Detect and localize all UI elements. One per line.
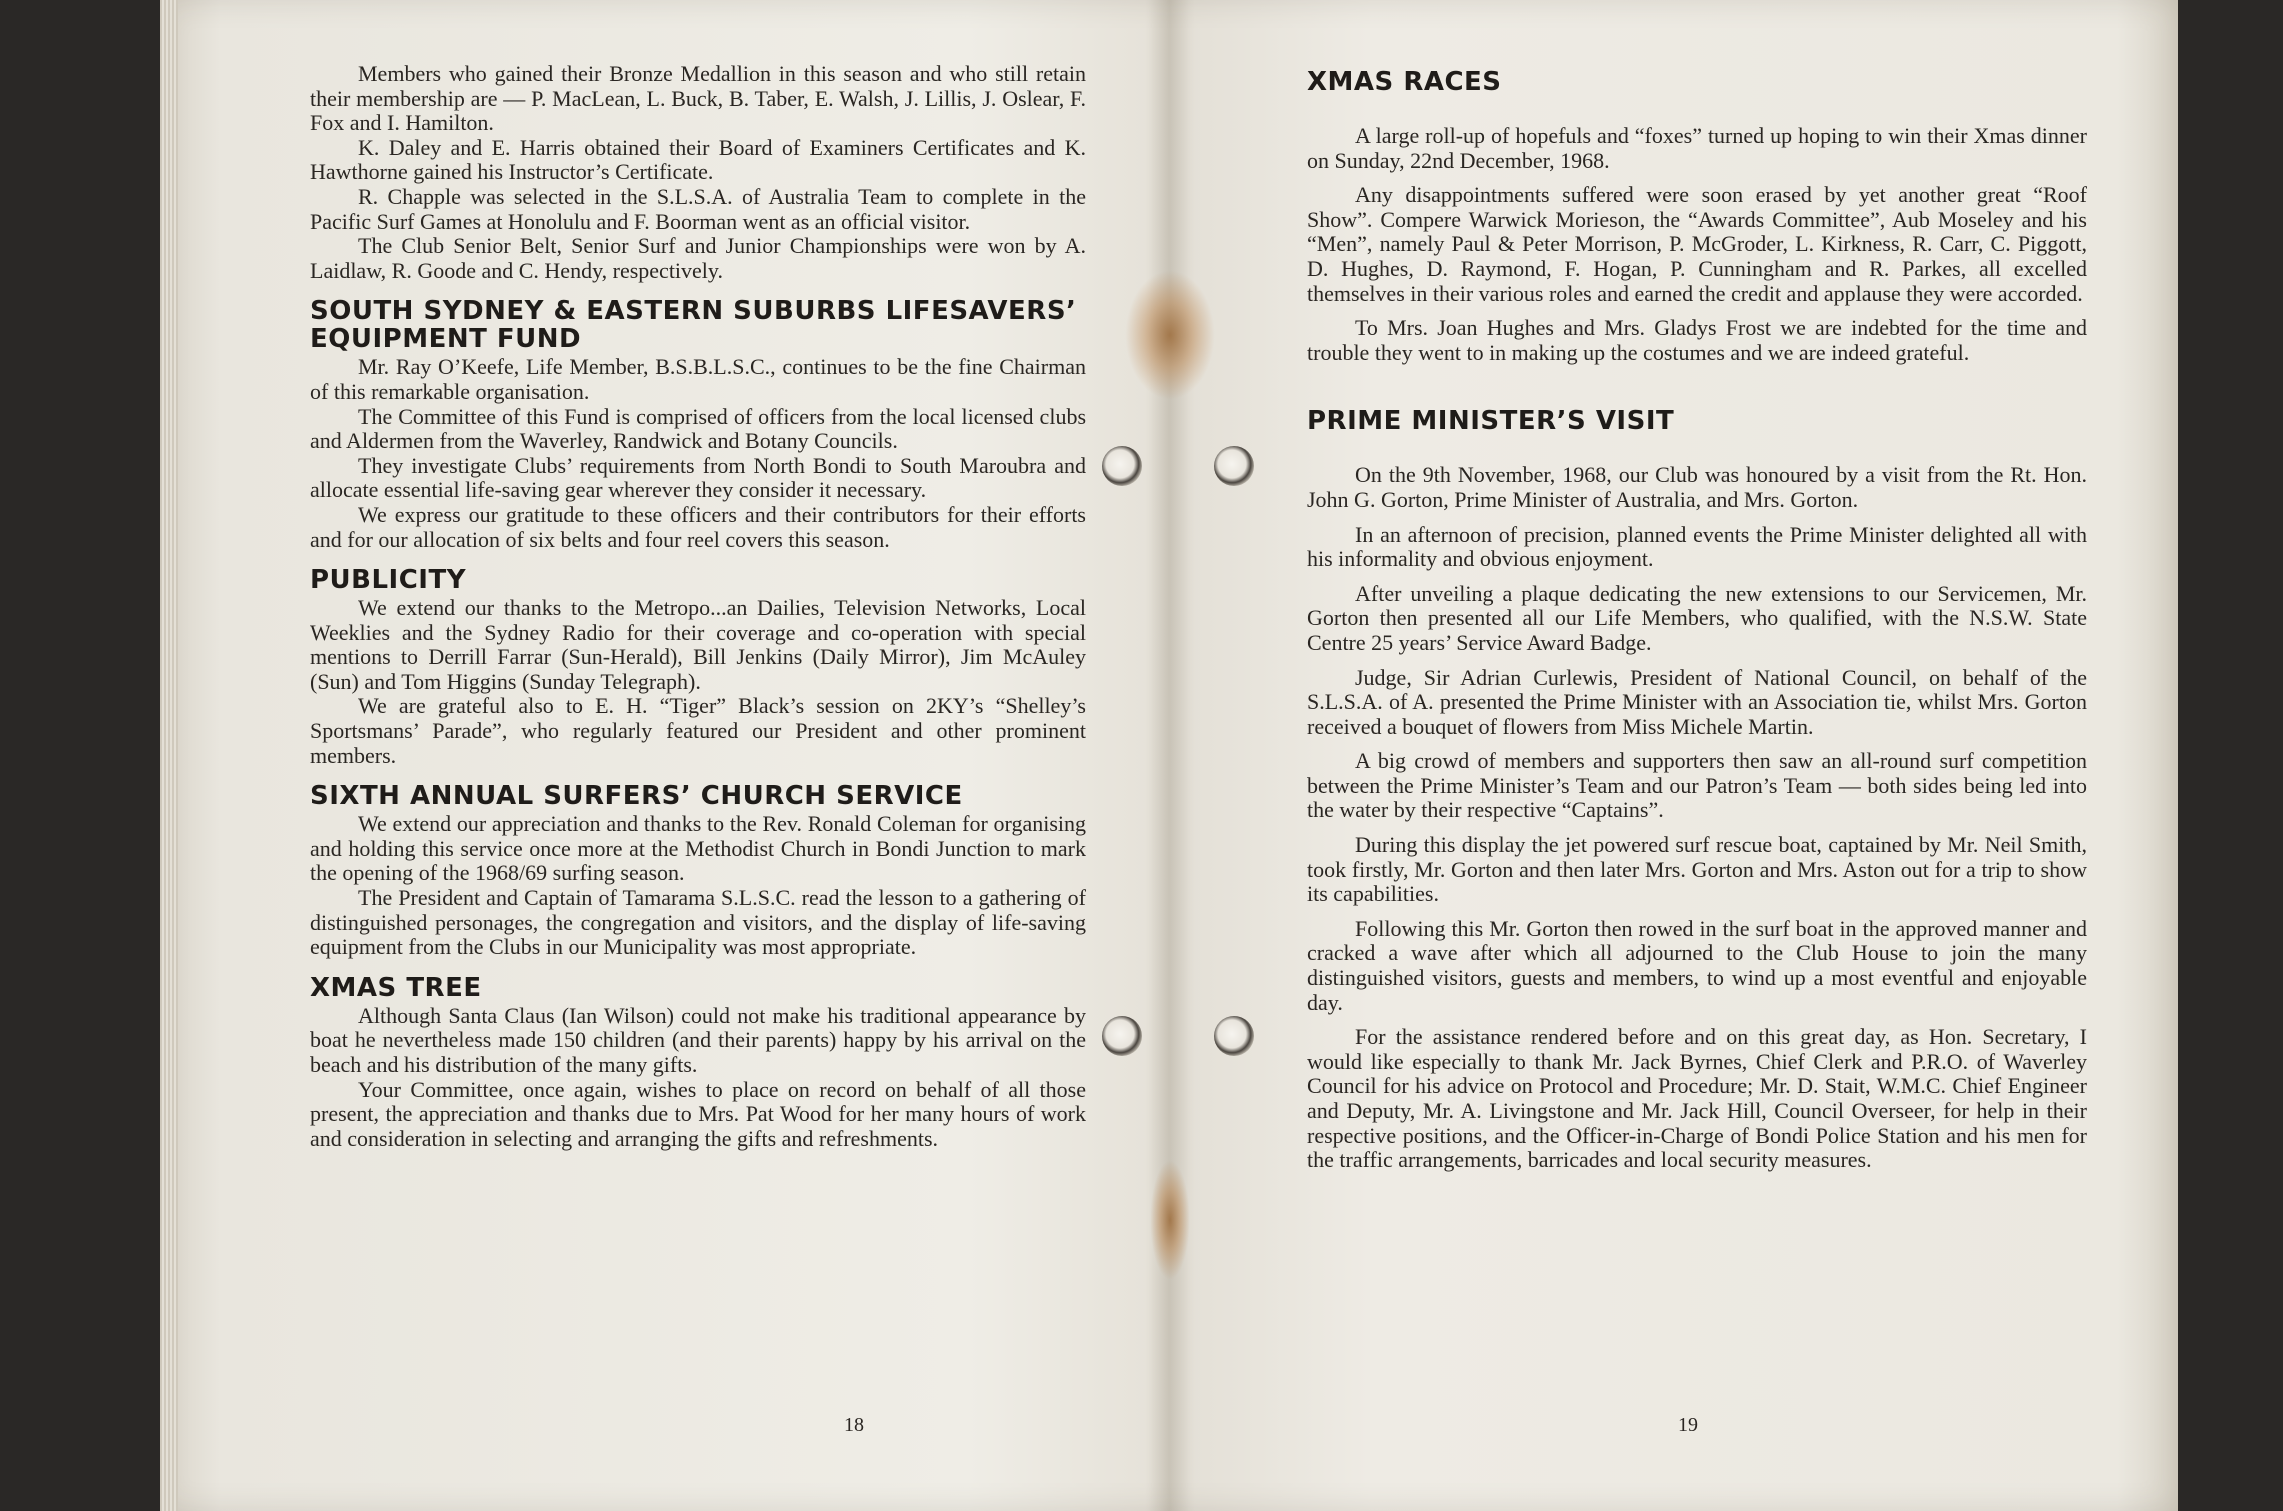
paragraph: A big crowd of members and supporters then saw an all-round surf competition between the Prime Minister’s Team and our Patron’s Team — both sides being led into the water by their respective “Captains”. [1307,748,2087,823]
paragraph: Your Committee, once again, wishes to place on record on behalf of all those present, the appreciation and thanks due to Mrs. Pat Wood for her many hours of work and consideration in selecting and arranging the gifts and refreshments. [310,1076,1086,1151]
page-19 [1169,0,2178,1511]
paragraph: They investigate Clubs’ requirements from North Bondi to South Maroubra and allocate essential life-saving gear wherever they consider it necessary. [310,452,1086,503]
paragraph: During this display the jet powered surf rescue boat, captained by Mr. Neil Smith, took firstly, Mr. Gorton and then later Mrs. Gorton and Mrs. Aston out for a trip to show its capabilities. [1307,832,2087,907]
paragraph: We extend our thanks to the Metropo...an Dailies, Television Networks, Local Weeklies and the Sydney Radio for their coverage and co-operation with special mentions to Derrill Farrar (Sun-Herald), Bill Jenkins (Daily Mirror), Jim McAuley (Sun) and Tom Higgins (Sunday Telegraph). [310,595,1086,694]
paragraph: The Committee of this Fund is comprised of officers from the local licensed clubs and Aldermen from the Waverley, Randwick and Botany Councils. [310,403,1086,454]
section-heading: SOUTH SYDNEY & EASTERN SUBURBS LIFESAVERS’ EQUIPMENT FUND [310,296,1077,355]
paragraph: For the assistance rendered before and on this great day, as Hon. Secretary, I would like especially to thank Mr. Jack Byrnes, Chief Clerk and P.R.O. of Waverley Council for his advice on Protocol and Procedure; Mr. D. Stait, W.M.C. Chief Engineer and Deputy, Mr. A. Livingstone and Mr. Jack Hill, Council Overseer, for help in their respective positions, and the Officer-in-Charge of Bondi Police Station and his men for the traffic arrangements, barricades and local security measures. [1307,1024,2087,1173]
section-heading: PRIME MINISTER’S VISIT [1307,406,1675,437]
paragraph: On the 9th November, 1968, our Club was honoured by a visit from the Rt. Hon. John G. Gorton, Prime Minister of Australia, and Mrs. Gorton. [1307,462,2087,512]
paragraph: Although Santa Claus (Ian Wilson) could not make his traditional appearance by boat he nevertheless made 150 children (and their parents) happy by his arrival on the beach and his distribution of the many gifts. [310,1002,1086,1077]
page-number: 18 [844,1414,864,1436]
paragraph: Mr. Ray O’Keefe, Life Member, B.S.B.L.S.C., continues to be the fine Chairman of this remarkable organisation. [310,354,1086,404]
page-number: 19 [1678,1414,1698,1436]
paragraph: Following this Mr. Gorton then rowed in the surf boat in the approved manner and cracked a wave after which all adjourned to the Club House to join the many distinguished visitors, guests and members, to wind up a most eventful and enjoyable day. [1307,915,2087,1015]
paragraph: The President and Captain of Tamarama S.L.S.C. read the lesson to a gathering of distinguished personages, the congregation and visitors, and the display of life-saving equipment from the Clubs in our Municipality was most appropriate. [310,885,1086,960]
left-column [310,62,1086,1151]
paragraph: We extend our appreciation and thanks to the Rev. Ronald Coleman for organising and holding this service once more at the Methodist Church in Bondi Junction to mark the opening of the 1968/69 surfing season. [310,811,1086,886]
open-booklet [160,0,2178,1511]
page-18 [160,0,1169,1511]
paragraph: We express our gratitude to these officers and their contributors for their efforts and for our allocation of six belts and four reel covers this season. [310,501,1086,552]
paragraph: Members who gained their Bronze Medallion in this season and who still retain their membership are — P. MacLean, L. Buck, B. Taber, E. Walsh, J. Lillis, J. Oslear, F. Fox and I. Hamilton. [310,61,1086,136]
section-heading: XMAS TREE [310,972,482,1003]
paragraph: After unveiling a plaque dedicating the new extensions to our Servicemen, Mr. Gorton then presented all our Life Members, who qualified, with the N.S.W. State Centre 25 years’ Service Award Badge. [1307,580,2087,655]
paragraph: In an afternoon of precision, planned events the Prime Minister delighted all with his informality and obvious enjoyment. [1307,521,2087,572]
paragraph: Any disappointments suffered were soon erased by yet another great “Roof Show”. Compere Warwick Morieson, the “Awards Committee”, Aub Moseley and his “Men”, namely Paul & Peter Morrison, P. McGroder, L. Kirkness, R. Carr, C. Piggott, D. Hughes, D. Raymond, F. Hogan, P. Cunningham and R. Parkes, all excelled themselves in their various roles and earned the credit and applause they were accorded. [1307,182,2087,306]
paragraph: We are grateful also to E. H. “Tiger” Black’s session on 2KY’s “Shelley’s Sportsmans’ Parade”, who regularly featured our President and other prominent members. [310,693,1086,768]
paragraph: Judge, Sir Adrian Curlewis, President of National Council, on behalf of the S.L.S.A. of A. presented the Prime Minister with an Association tie, whilst Mrs. Gorton received a bouquet of flowers from Miss Michele Martin. [1307,664,2087,739]
right-column [1307,62,2087,1183]
paragraph: R. Chapple was selected in the S.L.S.A. of Australia Team to complete in the Pacific Surf Games at Honolulu and F. Boorman went as an official visitor. [310,183,1086,234]
paragraph: To Mrs. Joan Hughes and Mrs. Gladys Frost we are indebted for the time and trouble they went to in making up the costumes and we are indeed grateful. [1307,315,2087,365]
section-heading: XMAS RACES [1307,67,1502,97]
paragraph: K. Daley and E. Harris obtained their Board of Examiners Certificates and K. Hawthorne gained his Instructor’s Certificate. [310,134,1086,185]
section-heading: SIXTH ANNUAL SURFERS’ CHURCH SERVICE [310,781,963,812]
paragraph: The Club Senior Belt, Senior Surf and Junior Championships were won by A. Laidlaw, R. Goode and C. Hendy, respectively. [310,233,1086,283]
paragraph: A large roll-up of hopefuls and “foxes” turned up hoping to win their Xmas dinner on Sunday, 22nd December, 1968. [1307,123,2087,173]
section-heading: PUBLICITY [310,565,467,596]
